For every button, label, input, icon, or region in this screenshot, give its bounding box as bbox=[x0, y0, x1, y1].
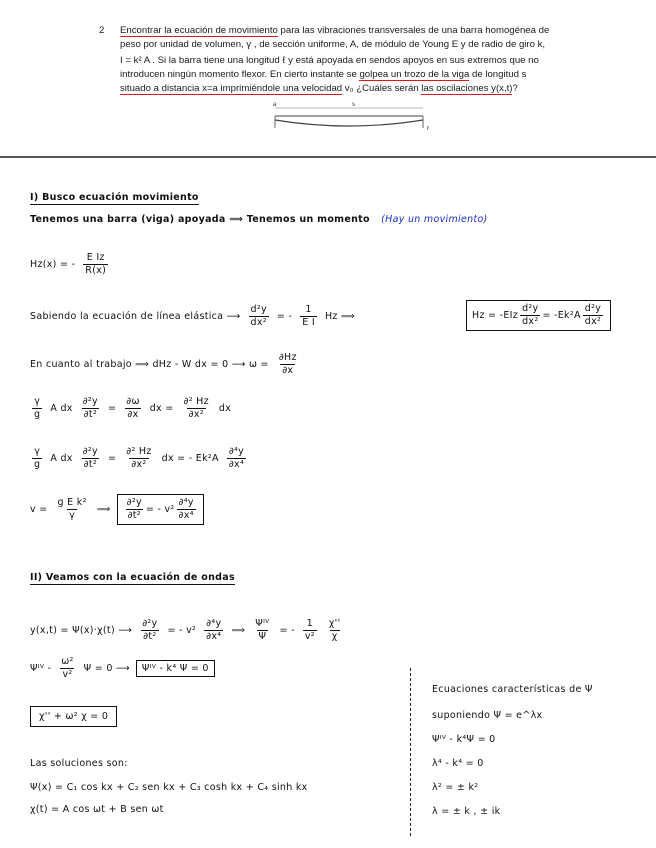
note-movimiento: (Hay un movimiento) bbox=[381, 214, 488, 225]
problem-line-3: I = k² A . Si la barra tiene una longitud ℓ y está apoyada en sendos apoyos en sus extremos que no bbox=[120, 55, 539, 66]
problem-line-4: introducen ningún momento flexor. En cierto instante se golpea un trozo de la viga de longitud s bbox=[120, 69, 527, 80]
problem-statement bbox=[120, 24, 590, 96]
section-divider bbox=[0, 156, 656, 158]
label-a: a bbox=[273, 102, 277, 108]
solution-chi: χ(t) = A cos ωt + B sen ωt bbox=[30, 804, 164, 815]
char-line-4: λ² = ± k² bbox=[432, 782, 479, 793]
eq-elastic-line: Sabiendo la ecuación de línea elástica ⟶ $\frac{\text{d²y}}{\text{dx²}}$ = - $\frac{1}{\text{E I}}$ Hz ⟹ bbox=[30, 304, 355, 328]
eq-newton-1: $\frac{\gamma}{g}$ A dx $\frac{\text{∂²y}}{\text{∂t²}}$ = $\frac{\partial\omega}{\partial x}$ dx = $\frac{\text{∂² Hz}}{\text{∂x²}}$ dx bbox=[34, 396, 232, 420]
char-line-5: λ = ± k , ± ik bbox=[432, 806, 501, 817]
section1-line-a: Tenemos una barra (viga) apoyada ⟹ Tenemos un momento (Hay un movimiento) bbox=[30, 214, 488, 225]
beam-deflection bbox=[275, 120, 423, 126]
side-divider bbox=[410, 668, 411, 836]
eq-separation: y(x,t) = Ψ(x)·χ(t) ⟶ $\frac{\text{∂²y}}{\text{∂t²}}$ = - v² $\frac{\text{∂⁴y}}{\text{∂x⁴}}$ ⟹ $\frac{\text{Ψᴵⱽ}}{\Psi}$ = - $\frac{1}{\text{v²}}$ $\frac{\chi''}{\chi}$ bbox=[30, 618, 341, 642]
highlight-oscilaciones: las oscilaciones y(x,t) bbox=[421, 83, 513, 94]
section2-heading: II) Veamos con la ecuación de ondas bbox=[30, 572, 235, 583]
char-line-2: Ψᴵⱽ - k⁴Ψ = 0 bbox=[432, 734, 496, 745]
char-title: Ecuaciones características de Ψ bbox=[432, 684, 593, 695]
beam-figure bbox=[255, 98, 445, 140]
eq-psi: Ψᴵⱽ - $\frac{\text{ω²}}{\text{v²}}$ Ψ = 0 ⟶ Ψᴵⱽ - k⁴ Ψ = 0 bbox=[30, 656, 215, 681]
problem-line-5: situado a distancia x=a imprimiéndole una velocidad v₀ ¿Cuáles serán las oscilaciones y(x,t)? bbox=[120, 83, 518, 94]
box-chi-equation: χ'' + ω² χ = 0 bbox=[30, 706, 117, 727]
box-wave-equation: $\frac{\text{∂²y}}{\text{∂t²}}$ = - v² $\frac{\text{∂⁴y}}{\text{∂x⁴}}$ bbox=[117, 494, 204, 525]
problem-line-2: peso por unidad de volumen, γ , de sección uniforme, A, de módulo de Young E y de radio de giro k, bbox=[120, 39, 546, 50]
eq-newton-2: $\frac{\gamma}{g}$ A dx $\frac{\text{∂²y}}{\text{∂t²}}$ = $\frac{\text{∂² Hz}}{\text{∂x²}}$ dx = - Ek²A $\frac{\text{∂⁴y}}{\text{∂x⁴}}$ bbox=[34, 446, 245, 470]
eq-velocity: v = $\frac{\text{g E k²}}{\gamma}$ ⟹ $\frac{\text{∂²y}}{\text{∂t²}}$ = - v² $\frac{\text{∂⁴y}}{\text{∂x⁴}}$ bbox=[30, 494, 204, 525]
highlight-ecuacion: Encontrar la ecuación de movimiento bbox=[120, 25, 278, 36]
highlight-golpea: golpea un trozo de la viga bbox=[359, 69, 470, 80]
solutions-label: Las soluciones son: bbox=[30, 758, 128, 769]
solution-psi: Ψ(x) = C₁ cos kx + C₂ sen kx + C₃ cosh kx + C₄ sinh kx bbox=[30, 782, 308, 793]
highlight-situado: situado a distancia x=a imprimiéndole una velocidad bbox=[120, 83, 343, 94]
box-psi-equation: Ψᴵⱽ - k⁴ Ψ = 0 bbox=[136, 660, 215, 677]
problem-number: 2 bbox=[99, 25, 105, 36]
section1-heading: I) Busco ecuación movimiento bbox=[30, 192, 199, 203]
char-line-3: λ⁴ - k⁴ = 0 bbox=[432, 758, 484, 769]
label-s: s bbox=[352, 102, 355, 108]
problem-line-1: Encontrar la ecuación de movimiento para las vibraciones transversales de una barra homogénea de bbox=[120, 25, 550, 36]
label-l: ℓ bbox=[427, 126, 429, 132]
eq-work: En cuanto al trabajo ⟹ dHz - W dx = 0 ⟶ ω = $\frac{\partial Hz}{\partial x}$ bbox=[30, 352, 297, 376]
box-moment-result: Hz = -EIz $\frac{\text{d²y}}{\text{dx²}}$ = -Ek²A $\frac{\text{d²y}}{\text{dx²}}$ bbox=[466, 300, 611, 331]
char-line-1: suponiendo Ψ = e^λx bbox=[432, 710, 543, 721]
eq-moment: Hz(x) = - $\frac{\text{E Iz}}{R(x)}$ bbox=[30, 252, 107, 276]
